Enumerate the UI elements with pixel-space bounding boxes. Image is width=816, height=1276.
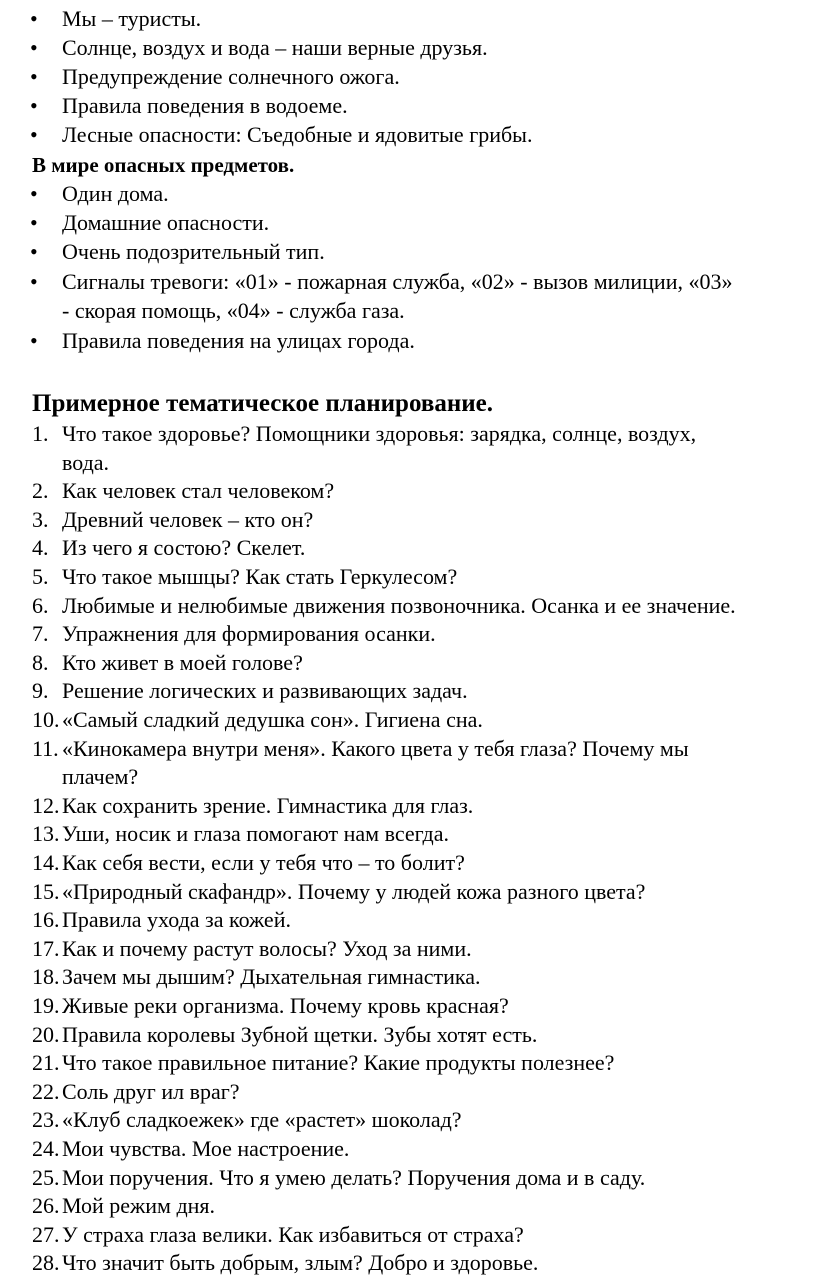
- list-item-number: 5.: [32, 564, 49, 589]
- list-item: Упражнения для формирования осанки.: [62, 621, 436, 647]
- list-item-number: 4.: [32, 535, 49, 561]
- page-title: Примерное тематическое планирование.: [32, 390, 493, 417]
- bullet-marker: •: [30, 6, 38, 31]
- bullet-marker: •: [30, 269, 38, 294]
- list-item: Один дома.: [62, 181, 169, 206]
- bullet-marker: •: [30, 328, 38, 353]
- list-item-number: 8.: [32, 649, 49, 675]
- list-item-number: 1.: [32, 421, 49, 446]
- list-item-number: 23.: [32, 1107, 60, 1133]
- list-item: Предупреждение солнечного ожога.: [62, 64, 400, 89]
- list-item: «Кинокамера внутри меня». Какого цвета у тебя глаза? Почему мы: [62, 735, 689, 761]
- list-item-continuation: вода.: [62, 449, 110, 475]
- list-item: Решение логических и развивающих задач.: [62, 678, 468, 704]
- list-item-number: 26.: [32, 1193, 60, 1219]
- list-item: Соль друг ил враг?: [62, 1078, 240, 1104]
- bullet-marker: •: [30, 239, 38, 264]
- list-item-number: 7.: [32, 621, 49, 647]
- bullet-marker: •: [30, 210, 38, 235]
- list-item: Как себя вести, если у тебя что – то болит?: [62, 850, 465, 875]
- list-item: Правила ухода за кожей.: [62, 907, 291, 933]
- list-item-number: 20.: [32, 1021, 60, 1047]
- list-item: Что такое правильное питание? Какие продукты полезнее?: [62, 1050, 615, 1076]
- list-item: Любимые и нелюбимые движения позвоночника. Осанка и ее значение.: [62, 592, 736, 618]
- bullet-marker: •: [30, 64, 38, 89]
- list-item: Как и почему растут волосы? Уход за ними.: [62, 935, 472, 961]
- list-item: Правила поведения в водоеме.: [62, 93, 348, 118]
- list-item: Что значит быть добрым, злым? Добро и здоровье.: [62, 1250, 539, 1276]
- list-item: У страха глаза велики. Как избавиться от страха?: [62, 1221, 524, 1247]
- list-item-continuation: плачем?: [62, 764, 139, 790]
- list-item-number: 13.: [32, 821, 60, 847]
- bullet-marker: •: [30, 93, 38, 118]
- list-item-number: 24.: [32, 1136, 60, 1161]
- bullet-marker: •: [30, 122, 38, 147]
- list-item-number: 3.: [32, 506, 49, 532]
- list-item: Мои поручения. Что я умею делать? Поручения дома и в саду.: [62, 1164, 646, 1190]
- list-item: «Клуб сладкоежек» где «растет» шоколад?: [62, 1107, 462, 1133]
- list-item: Как сохранить зрение. Гимнастика для глаз.: [62, 792, 474, 818]
- list-item-number: 11.: [32, 735, 59, 761]
- list-item: Солнце, воздух и вода – наши верные друзья.: [62, 35, 488, 60]
- list-item: Лесные опасности: Съедобные и ядовитые грибы.: [62, 122, 533, 147]
- list-item: «Самый сладкий дедушка сон». Гигиена сна.: [62, 707, 483, 732]
- list-item-number: 14.: [32, 850, 60, 875]
- list-item-number: 27.: [32, 1221, 60, 1247]
- list-item-number: 15.: [32, 878, 60, 904]
- list-item-continuation: - скорая помощь, «04» - служба газа.: [62, 298, 405, 323]
- list-item: Мы – туристы.: [62, 6, 202, 31]
- list-item-number: 28.: [32, 1250, 60, 1276]
- list-item-number: 12.: [32, 792, 60, 818]
- list-item-number: 16.: [32, 907, 60, 933]
- list-item: Древний человек – кто он?: [62, 506, 314, 532]
- list-item-number: 21.: [32, 1050, 60, 1076]
- list-item: Кто живет в моей голове?: [62, 649, 303, 675]
- section-heading: В мире опасных предметов.: [32, 153, 295, 177]
- list-item-number: 25.: [32, 1164, 60, 1190]
- list-item-number: 19.: [32, 993, 60, 1018]
- bullet-marker: •: [30, 35, 38, 60]
- list-item: Сигналы тревоги: «01» - пожарная служба, «02» - вызов милиции, «03»: [62, 269, 733, 294]
- list-item: Живые реки организма. Почему кровь красная?: [62, 993, 509, 1018]
- list-item: Очень подозрительный тип.: [62, 239, 325, 264]
- list-item: Как человек стал человеком?: [62, 478, 335, 504]
- list-item: Из чего я состою? Скелет.: [62, 535, 306, 561]
- bullet-marker: •: [30, 181, 38, 206]
- list-item: Правила поведения на улицах города.: [62, 328, 415, 353]
- list-item: «Природный скафандр». Почему у людей кожа разного цвета?: [62, 878, 646, 904]
- list-item-number: 6.: [32, 592, 49, 618]
- list-item: Уши, носик и глаза помогают нам всегда.: [62, 821, 450, 847]
- list-item-number: 18.: [32, 964, 60, 990]
- list-item-number: 10.: [32, 707, 60, 732]
- list-item-number: 22.: [32, 1078, 60, 1104]
- list-item: Что такое мышцы? Как стать Геркулесом?: [62, 564, 458, 589]
- list-item: Домашние опасности.: [62, 210, 270, 235]
- list-item-number: 9.: [32, 678, 49, 704]
- list-item: Что такое здоровье? Помощники здоровья: зарядка, солнце, воздух,: [62, 421, 697, 446]
- list-item-number: 17.: [32, 935, 60, 961]
- list-item: Мой режим дня.: [62, 1193, 216, 1219]
- list-item-number: 2.: [32, 478, 49, 504]
- list-item: Мои чувства. Мое настроение.: [62, 1136, 350, 1161]
- list-item: Правила королевы Зубной щетки. Зубы хотят есть.: [62, 1021, 538, 1047]
- list-item: Зачем мы дышим? Дыхательная гимнастика.: [62, 964, 481, 990]
